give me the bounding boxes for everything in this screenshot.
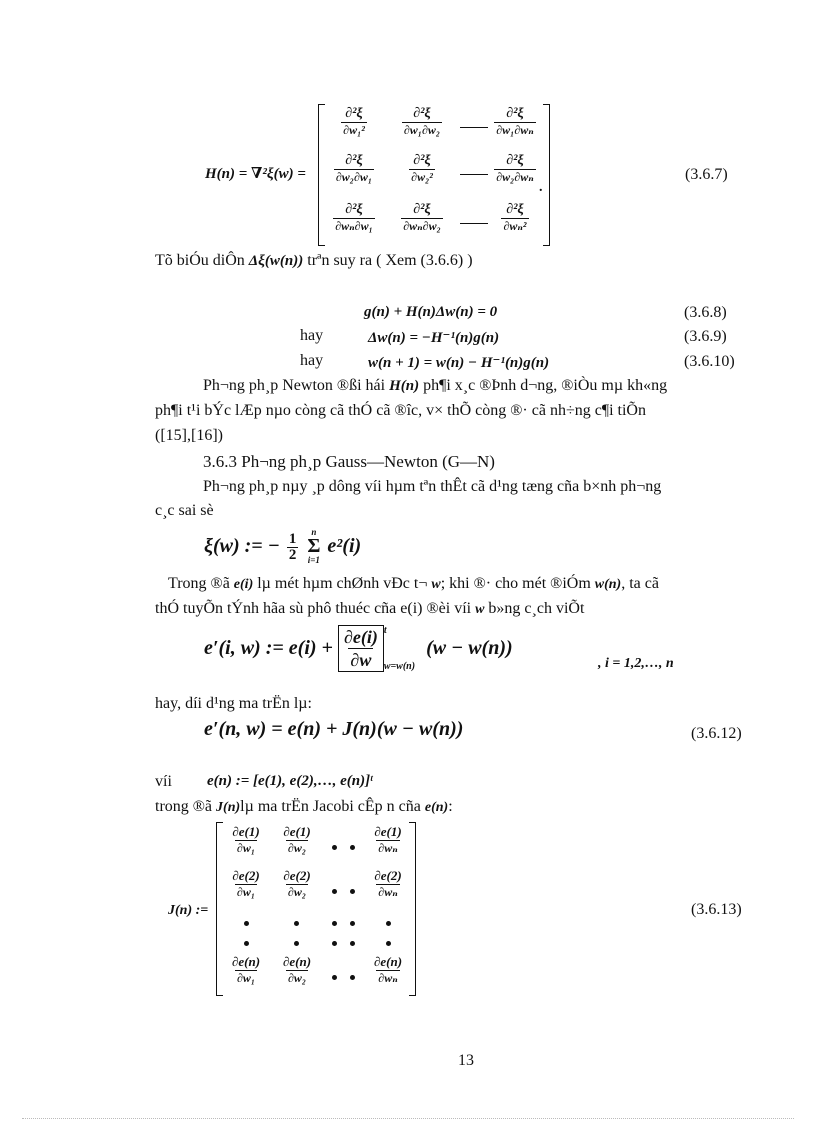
page-bottom-divider (22, 1118, 794, 1119)
equation-3-6-8: g(n) + H(n)Δw(n) = 0 (364, 304, 498, 320)
hessian-ellipsis-r1 (460, 127, 488, 128)
hessian-cell-r1c3: $\frac{\text{∂²ξ}}{\text{∂w₁∂wₙ}}$ (496, 106, 534, 137)
hessian-cell-r1c2: $\frac{\text{∂²ξ}}{\text{∂w₁∂w₂}}$ (403, 106, 441, 137)
jacobi-dot (294, 921, 299, 926)
equation-number-3-6-9: (3.6.9) (684, 328, 727, 345)
jacobi-dot (350, 889, 355, 894)
equation-e-prime-range: , i = 1,2,…, n (598, 656, 674, 671)
line-voi-prefix: víi (155, 773, 172, 790)
equation-number-3-6-10: (3.6.10) (684, 353, 735, 370)
jacobi-dot (350, 975, 355, 980)
equation-3-6-9-prefix: hay (300, 327, 324, 344)
hessian-right-bracket (543, 104, 550, 246)
hessian-cell-r3c2: $\frac{\text{∂²ξ}}{\text{∂wₙ∂w₂}}$ (403, 202, 441, 233)
jacobi-dot (332, 941, 337, 946)
jacobi-dot (386, 921, 391, 926)
hessian-cell-r3c3: $\frac{\text{∂²ξ}}{\text{∂wₙ²}}$ (503, 202, 527, 233)
hessian-ellipsis-r2 (460, 174, 488, 175)
jacobi-dot (350, 921, 355, 926)
jacobi-dot (294, 941, 299, 946)
equation-number-3-6-13: (3.6.13) (691, 901, 742, 918)
line-voi-math: e(n) := [e(1), e(2),…, e(n)]ᵗ (207, 773, 373, 789)
equation-3-6-12: e′(n, w) = e(n) + J(n)(w − w(n)) (204, 718, 464, 740)
jacobi-cell-rnc3: $\frac{\partial e(n)}{\text{∂wₙ}}$ (373, 954, 403, 985)
jacobi-left-bracket (216, 822, 223, 996)
jacobi-dot (332, 889, 337, 894)
jacobi-dot (244, 941, 249, 946)
jacobi-dot (332, 921, 337, 926)
hessian-cell-r2c3: $\frac{\text{∂²ξ}}{\text{∂w₂∂wₙ}}$ (496, 153, 534, 184)
jacobi-cell-rnc1: $\frac{\partial e(n)}{\text{∂w₁}}$ (231, 954, 261, 985)
equation-3-6-9: Δw(n) = −H⁻¹(n)g(n) (368, 330, 500, 346)
equation-e-prime: e′(i, w) := e(i) + $\frac{\partial e(i)}{\partial w}$ t w=w(n) (w − w(n)) (204, 624, 513, 672)
equation-number-3-6-7: (3.6.7) (685, 166, 728, 183)
jacobi-cell-r2c1: $\frac{\partial e(2)}{\text{∂w₁}}$ (232, 868, 260, 899)
jacobi-dot (350, 941, 355, 946)
jacobi-right-bracket (409, 822, 416, 996)
paragraph-newton-line-1: Ph¬ng ph¸p Newton ®ßi hái H(n) ph¶i x¸c ®Þnh d¬ng, ®iÒu mµ kh«ng (203, 377, 668, 394)
paragraph-trong-line-2: thÓ tuyÕn tÝnh hãa sù phô thuéc cña e(i) ®èi víi w b»ng c¸ch viÕt (155, 600, 585, 617)
paragraph-trong-line-1: Trong ®ã e(i) lµ mét hµm chØnh vÐc t¬ w; khi ®· cho mét ®iÓm w(n), ta cã (168, 575, 659, 592)
equation-number-3-6-12: (3.6.12) (691, 725, 742, 742)
jacobi-cell-rnc2: $\frac{\partial e(n)}{\text{∂w₂}}$ (282, 954, 312, 985)
page-number: 13 (458, 1052, 474, 1069)
jacobi-cell-r2c2: $\frac{\partial e(2)}{\text{∂w₂}}$ (283, 868, 311, 899)
section-heading-3-6-3: 3.6.3 Ph¬ng ph¸p Gauss—Newton (G—N) (203, 452, 495, 471)
jacobi-dot (350, 845, 355, 850)
equation-3-6-10-prefix: hay (300, 352, 324, 369)
paragraph-newton-line-2: ph¶i t¹i bÝc lÆp nµo còng cã thÓ cã ®îc, v× thÕ còng ®· cã nh÷ng c¶i tiÕn (155, 402, 646, 419)
jacobi-dot (332, 975, 337, 980)
paragraph-gn-line-2: c¸c sai sè (155, 502, 214, 519)
jacobi-dot (386, 941, 391, 946)
equation-3-6-10: w(n + 1) = w(n) − H⁻¹(n)g(n) (368, 355, 550, 371)
jacobi-cell-r2c3: $\frac{\partial e(2)}{\text{∂wₙ}}$ (374, 868, 402, 899)
equation-xi: ξ(w) := − $\frac{1}{2}$ n Σ i=1 e²(i) (204, 527, 362, 565)
paragraph-newton-line-3: ([15],[16]) (155, 427, 223, 444)
jacobi-cell-r1c3: $\frac{\partial e(1)}{\text{∂wₙ}}$ (374, 824, 402, 855)
equation-number-3-6-8: (3.6.8) (684, 304, 727, 321)
hessian-tail: . (539, 180, 543, 195)
jacobi-dot (332, 845, 337, 850)
hessian-lhs: H(n) = ∇²ξ(w) = (205, 166, 306, 182)
hessian-ellipsis-r3 (460, 223, 488, 224)
hessian-cell-r1c1: $\frac{\text{∂²ξ}}{\text{∂w₁²}}$ (343, 106, 365, 137)
paragraph-gn-line-1: Ph¬ng ph¸p nµy ¸p dông víi hµm tªn thÊt cã d¹ng tæng cña b×nh ph¬ng (203, 478, 662, 495)
jacobi-lhs: J(n) := (168, 903, 209, 918)
hessian-cell-r2c2: $\frac{\text{∂²ξ}}{\text{∂w₂²}}$ (411, 153, 433, 184)
jacobi-dot (244, 921, 249, 926)
line-jacobi: trong ®ã J(n)lµ ma trËn Jacobi cÊp n cña e(n): (155, 798, 453, 815)
line-hay-matrix: hay, díi d¹ng ma trËn lµ: (155, 695, 312, 712)
jacobi-cell-r1c2: $\frac{\partial e(1)}{\text{∂w₂}}$ (283, 824, 311, 855)
hessian-cell-r2c1: $\frac{\text{∂²ξ}}{\text{∂w₂∂w₁}}$ (335, 153, 373, 184)
line-represent: Tõ biÓu diÔn Δξ(w(n)) trªn suy ra ( Xem (3.6.6) ) (155, 252, 473, 269)
hessian-left-bracket (318, 104, 325, 246)
hessian-cell-r3c1: $\frac{\text{∂²ξ}}{\text{∂wₙ∂w₁}}$ (335, 202, 373, 233)
jacobi-cell-r1c1: $\frac{\partial e(1)}{\text{∂w₁}}$ (232, 824, 260, 855)
